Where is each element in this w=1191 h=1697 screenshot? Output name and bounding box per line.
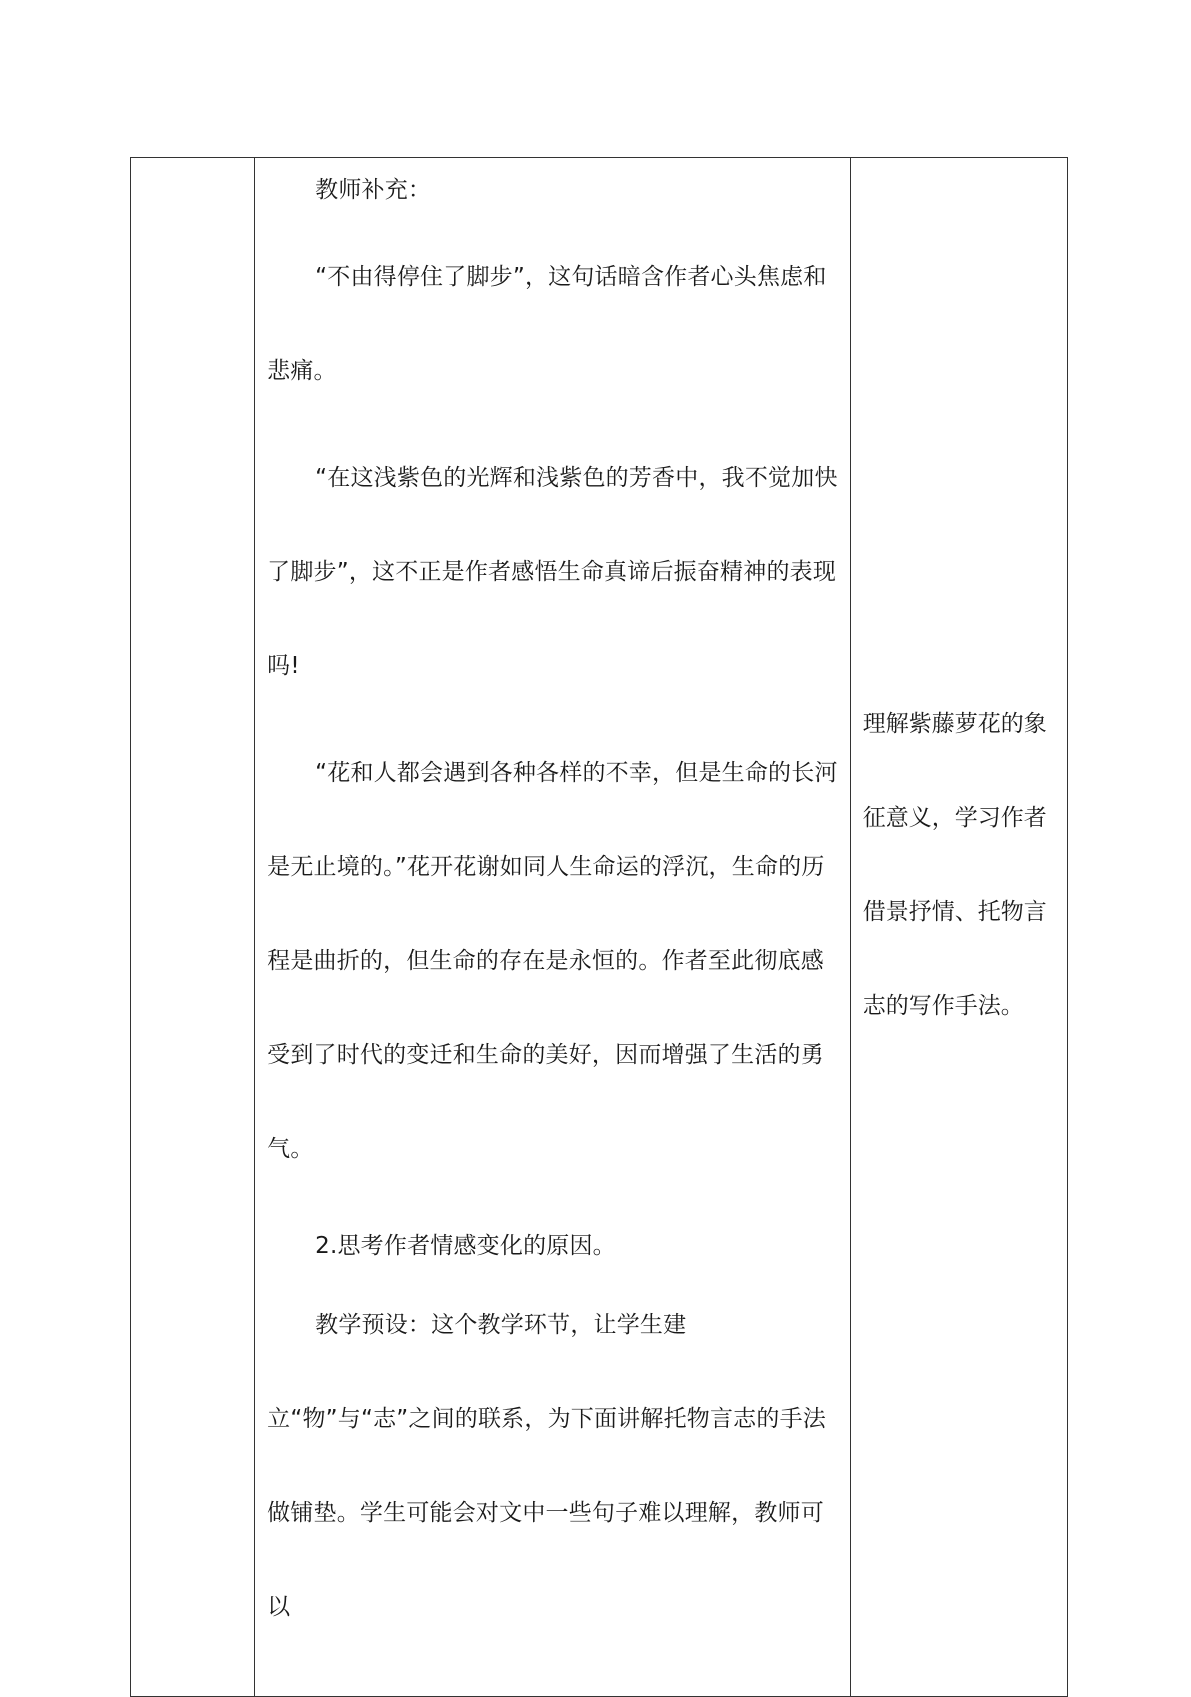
paragraph-river-of-life: “花和人都会遇到各种各样的不幸，但是生命的长河是无止境的。”花开花谢如同人生命运的浮沉，生命的历程是曲折的，但生命的存在是永恒的。作者至此彻底感受到了时代的变迁和生命的美好，因而增强了生活的勇气。: [267, 760, 838, 1162]
paragraph-teaching-preset: 教学预设：这个教学环节，让学生建立“物”与“志”之间的联系，为下面讲解托物言志的手法做铺垫。学生可能会对文中一些句子难以理解，教师可以: [267, 1312, 826, 1620]
question-emotion-change: 2.思考作者情感变化的原因。: [315, 1233, 616, 1259]
lesson-plan-table: [130, 157, 1068, 1697]
paragraph-pause-steps: “不由得停住了脚步”，这句话暗含作者心头焦虑和悲痛。: [267, 264, 827, 384]
paragraph-quicken-steps: “在这浅紫色的光辉和浅紫色的芳香中，我不觉加快了脚步”，这不正是作者感悟生命真谛后振奋精神的表现吗!: [267, 465, 838, 679]
step-cell: [131, 158, 255, 1697]
table-row: [131, 158, 1068, 1697]
teacher-supplement-heading: 教师补充：: [315, 177, 432, 203]
teaching-goal-cell: [850, 158, 1067, 1697]
teaching-goal-text: 理解紫藤萝花的象征意义，学习作者借景抒情、托物言志的写作手法。: [862, 711, 1047, 1019]
teaching-process-cell: [255, 158, 851, 1697]
